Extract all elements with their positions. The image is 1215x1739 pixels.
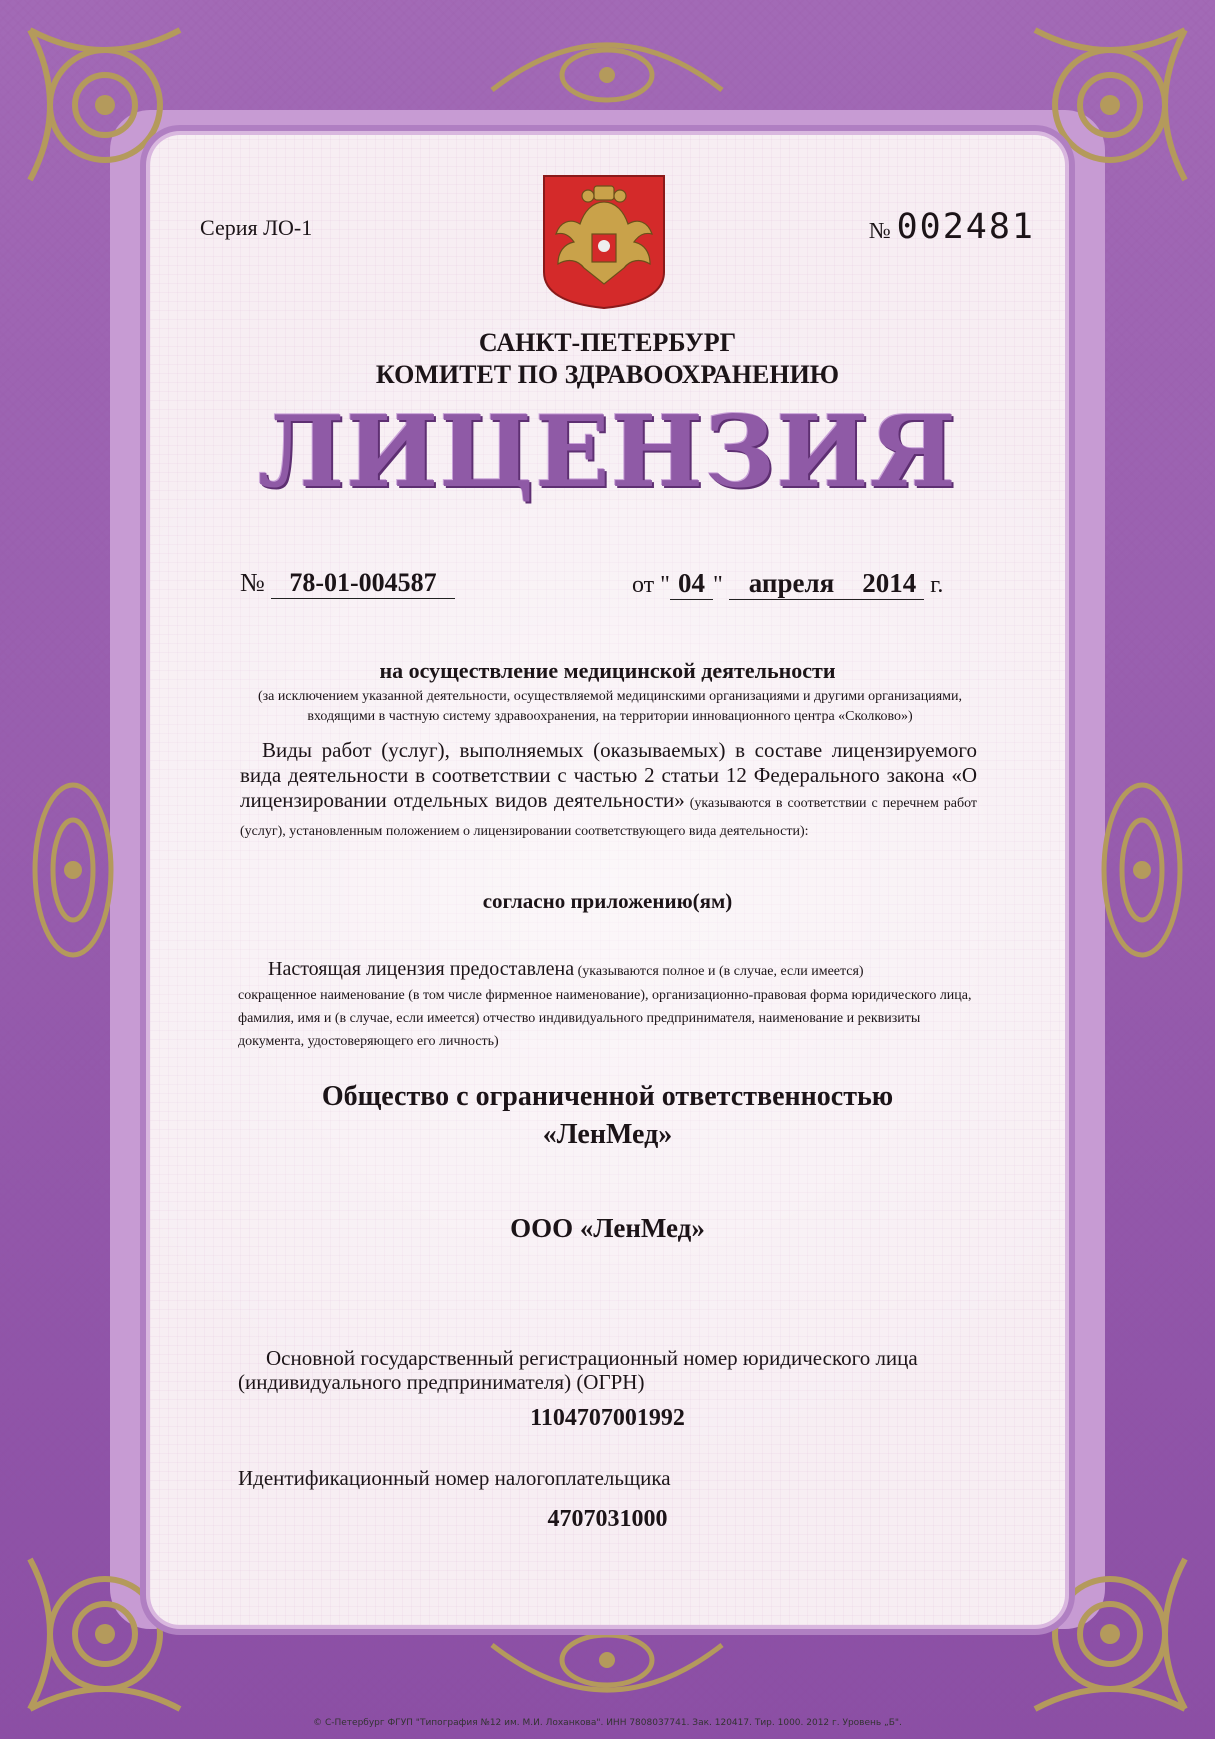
per-appendix: согласно приложению(ям) (482, 889, 733, 913)
organization-short-name: ООО «ЛенМед» (510, 1213, 705, 1243)
ogrn-value: 1104707001992 (530, 1405, 685, 1431)
activity-note: (за исключением указанной деятельности, осуществляемой медицинскими организациями и другими организациями, входящими в частную систему здравоохранения, на территории инновационного центра «Сколково») (257, 689, 963, 724)
organization-full-line1: Общество с ограниченной ответственностью (321, 1081, 894, 1112)
series-label: Серия ЛО-1 (200, 215, 313, 240)
granted-note: (указываются полное и (в случае, если имеется) (574, 964, 864, 979)
form-number (869, 207, 1035, 247)
bottom-ornament (482, 1625, 732, 1715)
granted-to (238, 957, 978, 984)
organization-full-line2: «ЛенМед» (542, 1119, 673, 1150)
issuer-city: САНКТ-ПЕТЕРБУРГ (478, 328, 737, 357)
granted-note-continued: сокращенное наименование (в том числе фирменное наименование), организационно-правовая форма юридического лица, фамилия, имя и (в случае, если имеется) отчество индивидуального предпринимателя, наименование и реквизиты документа, удостоверяющего его личность) (238, 988, 972, 1049)
organization-full-name (0, 1078, 1215, 1154)
license-date-suffix: г. (930, 572, 944, 598)
works-text: Виды работ (услуг), выполняемых (оказываемых) в составе лицензируемого вида деятельности в соответствии с частью 2 статьи 12 Федерального закона «О лицензировании отдельных видов деятельности» (240, 738, 977, 812)
issuer-committee: КОМИТЕТ ПО ЗДРАВООХРАНЕНИЮ (375, 360, 840, 389)
works-description (240, 738, 977, 844)
license-date-year: 2014 (854, 568, 924, 600)
printer-imprint: © С-Петербург ФГУП "Типография №12 им. М.И. Лоханкова". ИНН 7808037741. Зак. 120417. Тир. 1000. 2012 г. Уровень „Б". (313, 1718, 902, 1728)
side-ornament-left (18, 770, 128, 970)
ogrn-label: Основной государственный регистрационный номер юридического лица (индивидуального предпринимателя) (ОГРН) (238, 1346, 918, 1394)
inn-value: 4707031000 (547, 1506, 668, 1532)
inn-label: Идентификационный номер налогоплательщика (238, 1466, 671, 1490)
license-date-day-close: " (712, 572, 723, 598)
granted-text: Настоящая лицензия предоставлена (268, 958, 575, 980)
license-date-prefix: от " (632, 572, 670, 598)
activity-title: на осуществление медицинской деятельности (379, 658, 836, 683)
document-title: ЛИЦЕНЗИЯ (258, 395, 957, 510)
license-date-month: апреля (729, 568, 854, 600)
works-note: (указываются в соответствии с перечнем работ (услуг), установленным положением о лицензировании соответствующего вида деятельности): (240, 796, 978, 839)
license-number (240, 568, 455, 599)
form-number-value: 002481 (896, 207, 1035, 247)
side-ornament-right (1087, 770, 1197, 970)
license-date-day: 04 (670, 568, 713, 600)
document-sheet (150, 135, 1065, 1625)
license-number-value: 78-01-004587 (271, 568, 454, 599)
form-number-prefix: № (868, 218, 891, 243)
license-number-prefix: № (240, 568, 265, 597)
license-date (632, 568, 943, 600)
top-ornament (482, 20, 732, 110)
coat-of-arms-emblem (540, 172, 668, 312)
